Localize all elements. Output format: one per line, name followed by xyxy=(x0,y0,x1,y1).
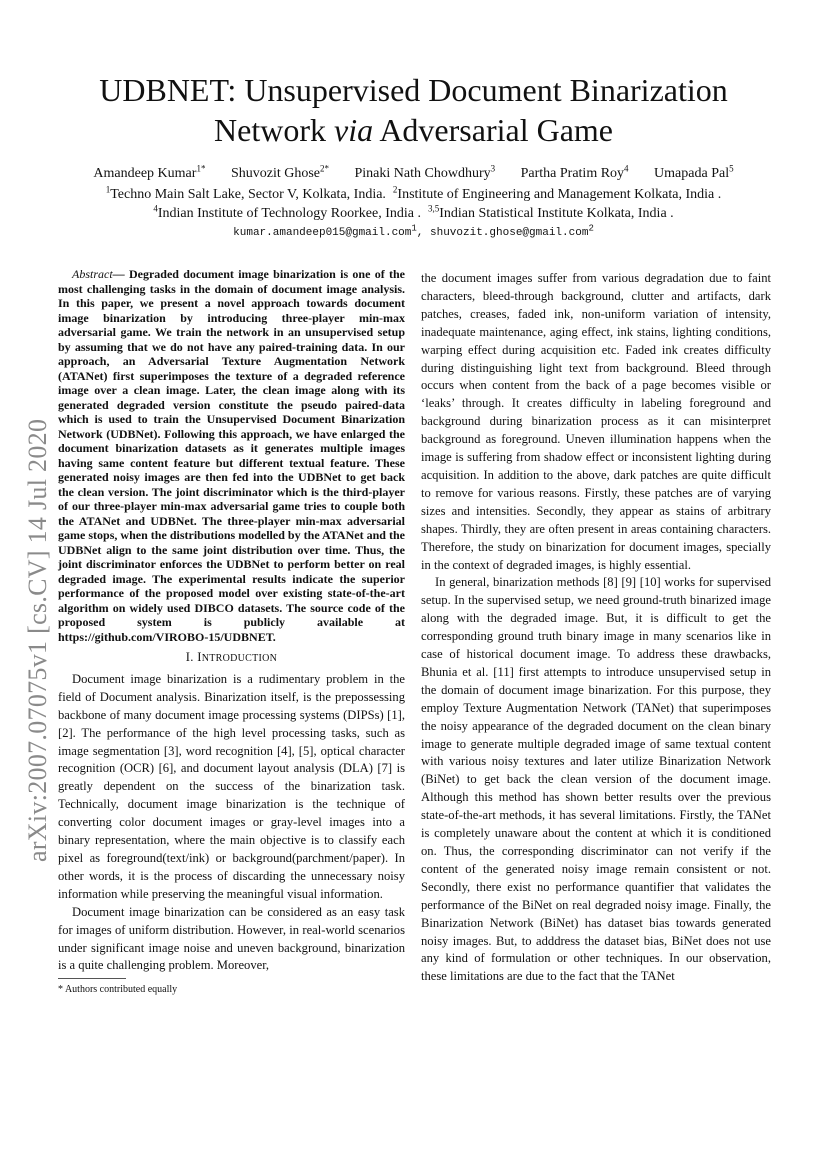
footnote: * Authors contributed equally xyxy=(58,984,178,995)
paragraph: Document image binarization can be considered as an easy task for images of uniform distribution. However, in real-world scenarios under significant image noise and uneven background, binarization is a quite challenging problem. Moreover, xyxy=(58,904,405,973)
footnote-rule xyxy=(58,978,126,979)
affiliation-line-2: $^4$Indian Institute of Technology Roorkee, India . $^{3,5}$Indian Statistical Institute Kolkata, India . xyxy=(153,203,674,221)
title-line-2: Network via Adversarial Game xyxy=(214,112,613,148)
paragraph: Document image binarization is a rudimentary problem in the field of Document analysis. Binarization itself, is the prepossessing backbone of many document image processing systems (DIPSs) [1], [2]. The performance of the high level processing tasks, such as image segmentation [3], word recognition [4], [5], optical character recognition (OCR) [6], and document layout analysis (DLA) [7] is greatly dependent on the success of the binarization task. Technically, document image binarization is the technique of converting color document images or gray-level images into a binary representation, where the main objective is to classify each pixel as foreground(text/ink) or background(parchment/paper). In other words, it is the process of discarding the unnecessary noisy information while preserving the meaningful visual information. xyxy=(58,671,405,901)
email-link[interactable]: kumar.amandeep015@gmail.com xyxy=(233,227,412,239)
author: Shuvozit Ghose$^{2*}$ xyxy=(230,163,329,181)
left-column xyxy=(58,267,405,975)
author-emails: kumar.amandeep015@gmail.com$^1$, shuvozit.ghose@gmail.com$^2$ xyxy=(233,223,594,239)
arxiv-stamp: arXiv:2007.07075v1 [cs.CV] 14 Jul 2020 xyxy=(23,418,52,862)
title-line-1: UDBNET: Unsupervised Document Binarization xyxy=(99,72,728,108)
affiliation-line-1: $^1$Techno Main Salt Lake, Sector V, Kolkata, India. $^2$Institute of Engineering and Management Kolkata, India . xyxy=(105,184,722,202)
section-heading-introduction: I. INTRODUCTION xyxy=(185,650,278,664)
author-list xyxy=(40,165,787,183)
paragraph: In general, binarization methods [8] [9] [10] works for supervised setup. In the supervised setup, we need ground-truth binarized image along with the degraded image. But, it is difficult to get the corresponding ground truth binary image in many scenarios like in case of historical document image. To address these drawbacks, Bhunia et al. [11] first attempts to introduce unsupervised setup in the domain of document image binarization. For this purpose, they employ Texture Augmentation Network (TANet) that superimposes the noisy appearance of the degraded document on the clean binary image to generate multiple degraded image of same textual content with various noisy textures and later utilize Binarization Network (BiNet) to get back the clean version of the document image. Although this method has shown better results over the previous state-of-the-art methods, it has several limitations. Firstly, the TANet is completely unaware about the content at which it is conditioned on. Thus, the corresponding discriminator can not verify if the content of the generated noisy image remain consistent or not. Secondly, there exist no performance quantifier that validates the performance of the BiNet on real degraded noisy image. Finally, the Binarization Network (BiNet) has dataset bias towards generated noisy images. But, to adddress the dataset bias, BiNet does not use any kind of formulation or other techniques. In our observation, these limitations are due to the fact that the TANet xyxy=(421,575,771,984)
paper-title xyxy=(40,70,787,150)
paragraph: the document images suffer from various degradation due to faint characters, bleed-through background, clutter and artifacts, dark patches, creases, faded ink, non-uniform variation of intensity, inadequate maintenance, aging effect, ink stains, lighting conditions, warping effect during acquisition etc. Faded ink creates difficulty during distinguishing light text from background. Bleed through occurs when content from the back of a page becomes visible or ‘leaks’ through. It creates difficulty in labeling foreground and background during binarization process as it can misinterpret background as foreground. Uneven illumination happens when the image is suffering from shadow effect or inconsistent lighting during acquisition. In addition to the above, dark patches are quite difficult to remove for various reasons. Firstly, these patches are of varying sizes and intensities. Secondly, they appear as stains of arbitrary shapes. Thirdly, they are often present in areas containing characters. Therefore, the study on binarization for document images, specially in the context of degraded images, is highly essential. xyxy=(421,271,771,572)
abstract: Abstract— Degraded document image binarization is one of the most challenging tasks in the domain of document image analysis. In this paper, we present a novel approach towards document image binarization by introducing three-player min-max adversarial game. We train the network in an unsupervised setup by assuming that we do not have any paired-training data. In our approach, an Adversarial Texture Augmentation Network (ATANet) first superimposes the texture of a degraded reference image over a clean image. Later, the clean image along with its generated degraded version constitute the pseudo paired-data which is used to train the Unsupervised Document Binarization Network (UDBNet). Following this approach, we have enlarged the document binarization datasets as it generates multiple images having same content feature but different textual feature. These generated noisy images are then fed into the UDBNet to get back the clean version. The joint discriminator which is the third-player of our three-player min-max adversarial game tries to couple both the ATANet and UDBNet. The three-player min-max adversarial game stops, when the distributions modelled by the ATANet and the UDBNet align to the same joint distribution over time. Thus, the joint discriminator enforces the UDBNet to perform better on real degraded image. The experimental results indicate the superior performance of the proposed model over existing state-of-the-art algorithm on widely used DIBCO datasets. The source code of the proposed system is publicly available at https://github.com/VIROBO-15/UDBNET. xyxy=(58,267,406,644)
right-column xyxy=(421,270,771,986)
author: Umapada Pal$^5$ xyxy=(654,163,734,181)
author: Pinaki Nath Chowdhury$^3$ xyxy=(354,163,496,181)
author: Partha Pratim Roy$^4$ xyxy=(520,163,629,181)
author: Amandeep Kumar$^{1*}$ xyxy=(93,163,206,181)
email-link[interactable]: shuvozit.ghose@gmail.com xyxy=(430,227,589,239)
